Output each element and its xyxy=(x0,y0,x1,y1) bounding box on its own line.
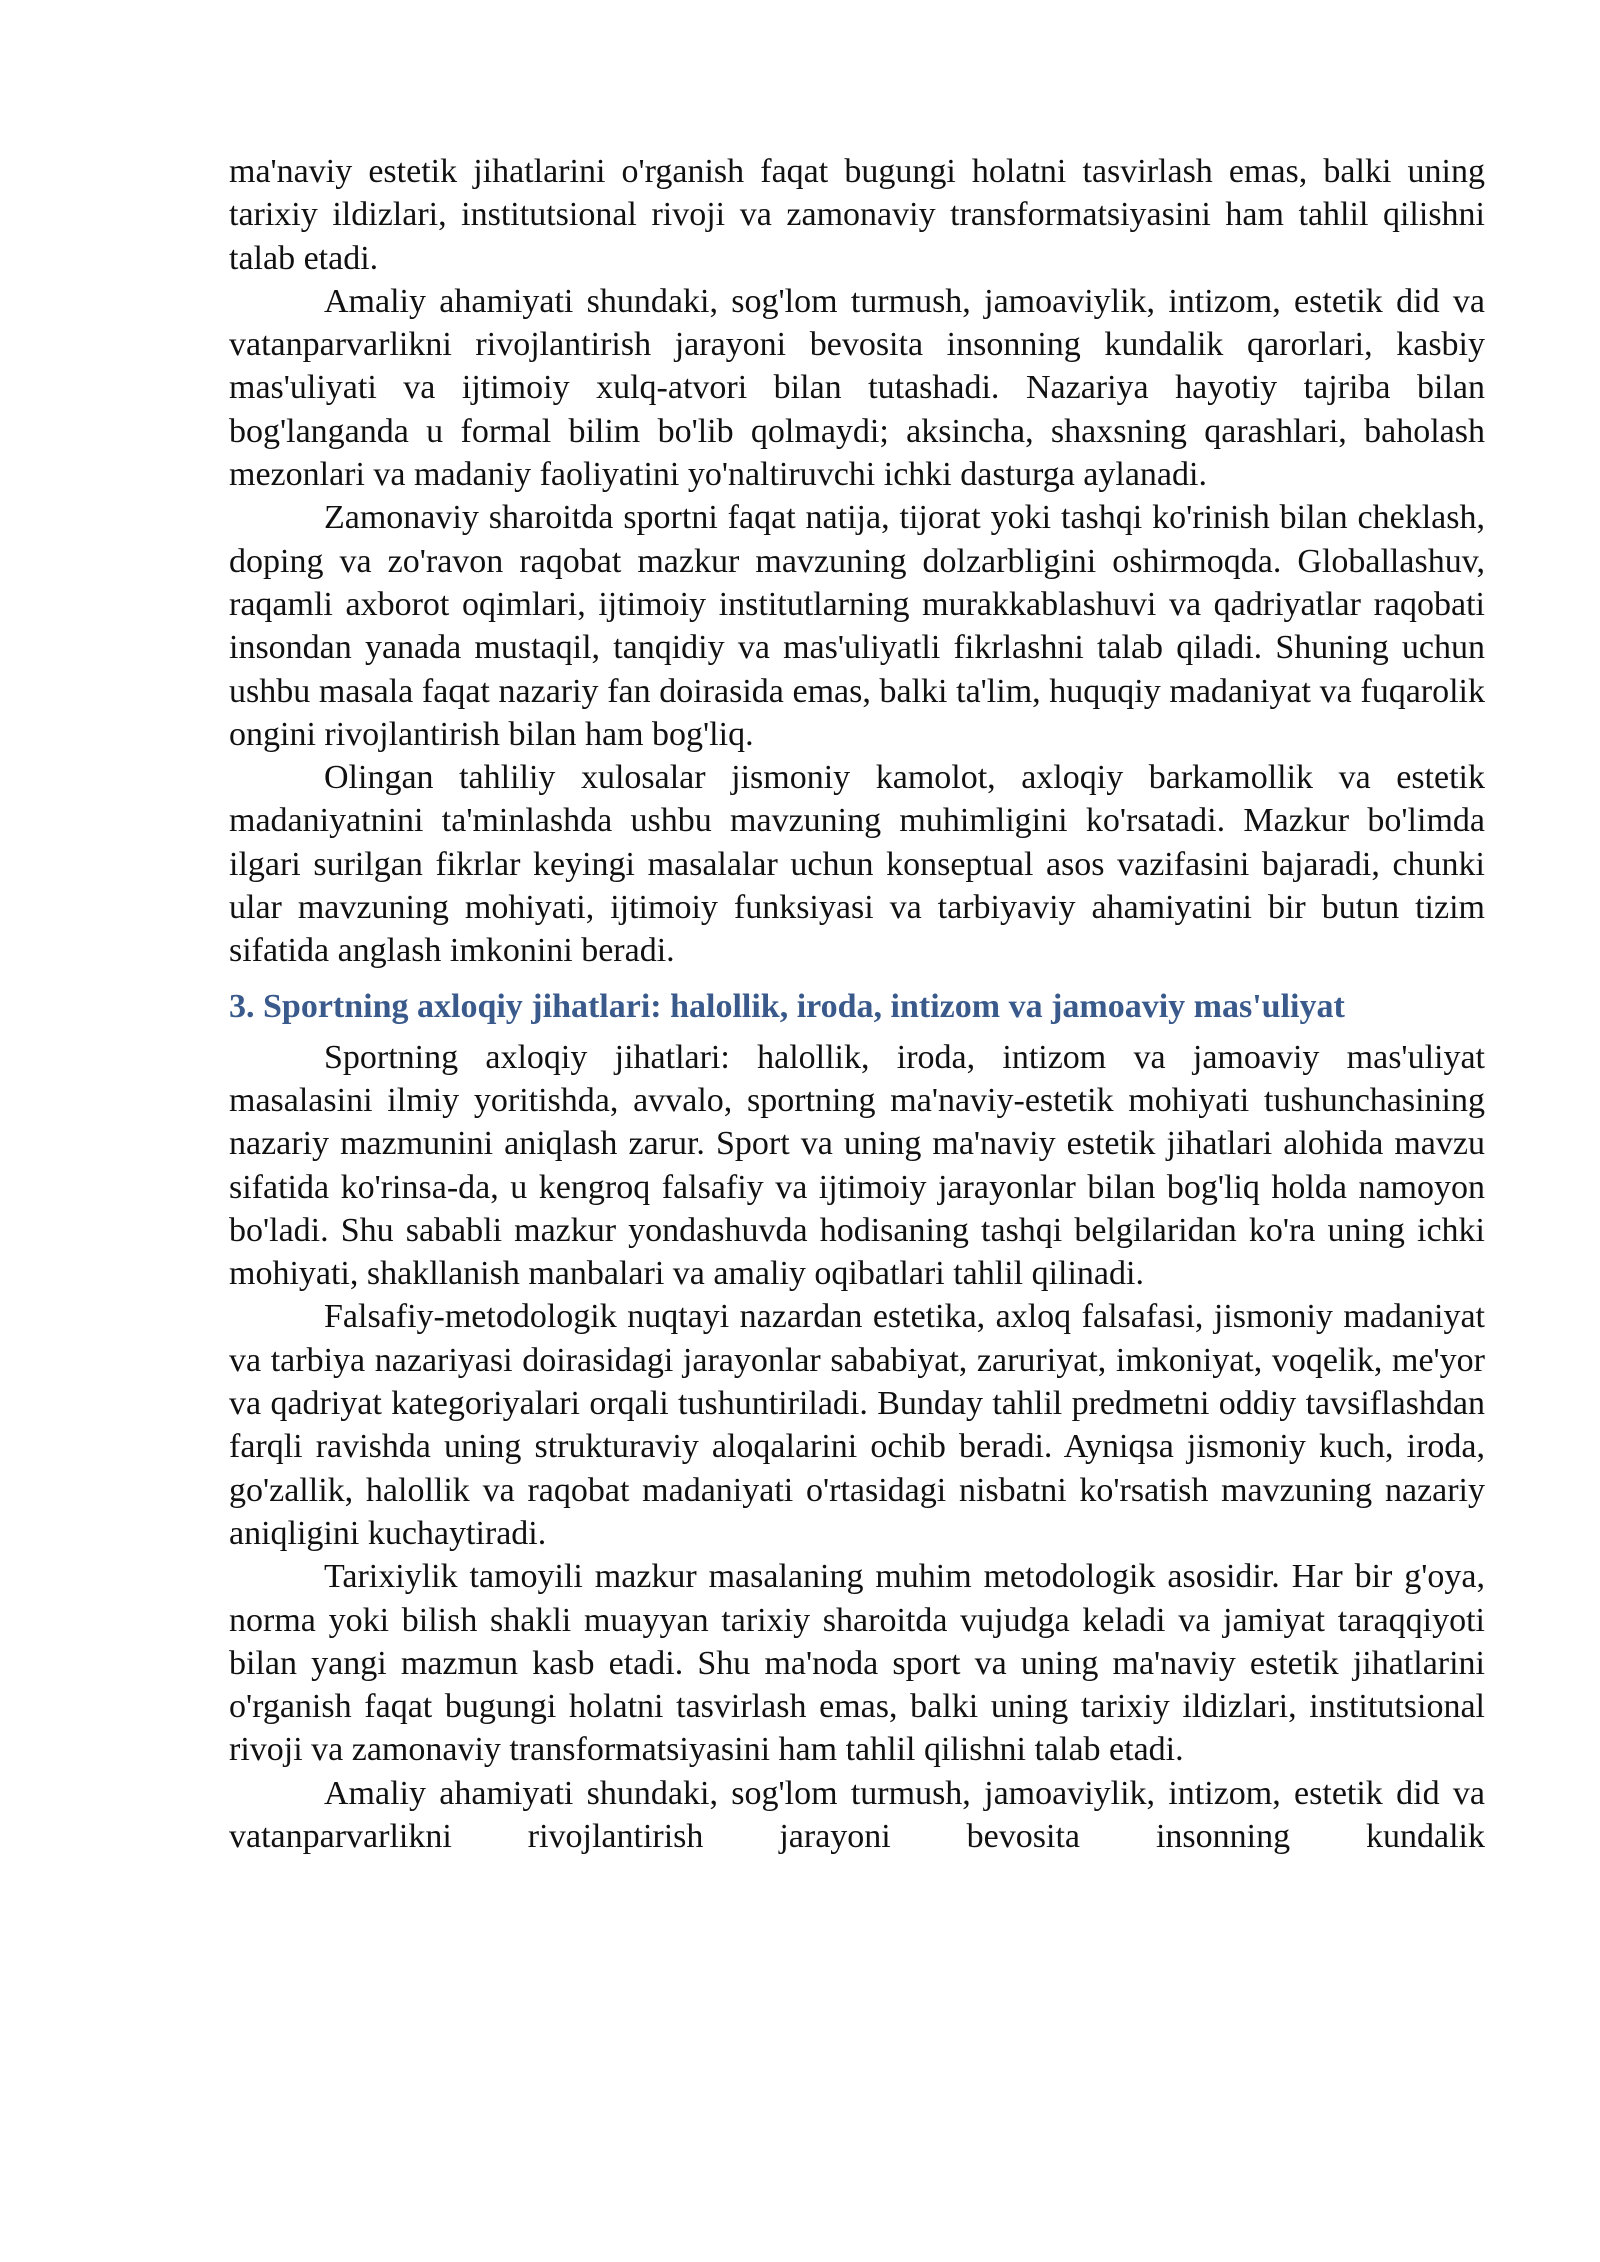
section-heading: 3. Sportning axloqiy jihatlari: halollik, iroda, intizom va jamoaviy mas'uliyat xyxy=(229,987,1345,1025)
paragraph-historicity-principle: Tarixiylik tamoyili mazkur masalaning muhim metodologik asosidir. Har bir g'oya, norma yoki bilish shakli muayyan tarixiy sharoitda vujudga keladi va jamiyat taraqqiyoti bilan yangi mazmun kasb etadi. Shu ma'noda sport va uning ma'naviy estetik jihatlarini o'rganish faqat bugungi holatni tasvirlash emas, balki uning tarixiy ildizlari, institutsional rivoji va zamonaviy transformatsiyasini ham tahlil qilishni talab etadi. xyxy=(229,1558,1485,1769)
paragraph-moral-aspects: Sportning axloqiy jihatlari: halollik, iroda, intizom va jamoaviy mas'uliyat masalasini ilmiy yoritishda, avvalo, sportning ma'naviy-estetik mohiyati tushunchasining nazariy mazmunini aniqlash zarur. Sport va uning ma'naviy estetik jihatlari alohida mavzu sifatida ko'rinsa-da, u kengroq falsafiy va ijtimoiy jarayonlar bilan bog'liq holda namoyon bo'ladi. Shu sababli mazkur yondashuvda hodisaning tashqi belgilaridan ko'ra uning ichki mohiyati, shakllanish manbalari va amaliy oqibatlari tahlil qilinadi. xyxy=(229,1038,1485,1293)
paragraph-philosophical-methodology: Falsafiy-metodologik nuqtayi nazardan estetika, axloq falsafasi, jismoniy madaniyat va tarbiya nazariyasi doirasidagi jarayonlar sababiyat, zaruriyat, imkoniyat, voqelik, me'yor va qadriyat kategoriyalari orqali tushuntiriladi. Bunday tahlil predmetni oddiy tavsiflashdan farqli ravishda uning strukturaviy aloqalarini ochib beradi. Ayniqsa jismoniy kuch, iroda, go'zallik, halollik va raqobat madaniyati o'rtasidagi nisbatni ko'rsatish mavzuning nazariy aniqligini kuchaytiradi. xyxy=(229,1298,1485,1552)
paragraph-practical-significance: Amaliy ahamiyati shundaki, sog'lom turmush, jamoaviylik, intizom, estetik did va vatanparvarlikni rivojlantirish jarayoni bevosita insonning kundalik qarorlari, kasbiy mas'uliyati va ijtimoiy xulq-atvori bilan tutashadi. Nazariya hayotiy tajriba bilan bog'langanda u formal bilim bo'lib qolmaydi; aksincha, shaxsning qarashlari, baholash mezonlari va madaniy faoliyatini yo'naltiruvchi ichki dasturga aylanadi. xyxy=(229,282,1485,494)
paragraph-modern-conditions: Zamonaviy sharoitda sportni faqat natija, tijorat yoki tashqi ko'rinish bilan cheklash, doping va zo'ravon raqobat mazkur mavzuning dolzarbligini oshirmoqda. Globallashuv, raqamli axborot oqimlari, ijtimoiy institutlarning murakkablashuvi va qadriyatlar raqobati insondan yanada mustaqil, tanqidiy va mas'uliyatli fikrlashni talab qiladi. Shuning uchun ushbu masala faqat nazariy fan doirasida emas, balki ta'lim, huquqiy madaniyat va fuqarolik ongini rivojlantirish bilan ham bog'liq. xyxy=(229,499,1485,753)
paragraph-practical-significance-repeat: Amaliy ahamiyati shundaki, sog'lom turmush, jamoaviylik, intizom, estetik did va vatanparvarlikni rivojlantirish jarayoni bevosita insonning kundalik xyxy=(229,1774,1485,1855)
paragraph-continued: ma'naviy estetik jihatlarini o'rganish faqat bugungi holatni tasvirlash emas, balki uning tarixiy ildizlari, institutsional rivoji va zamonaviy transformatsiyasini ham tahlil qilishni talab etadi. xyxy=(229,153,1485,277)
document-page xyxy=(229,150,1485,1858)
paragraph-analytical-conclusions: Olingan tahliliy xulosalar jismoniy kamolot, axloqiy barkamollik va estetik madaniyatnini ta'minlashda ushbu mavzuning muhimligini ko'rsatadi. Mazkur bo'limda ilgari surilgan fikrlar keyingi masalalar uchun konseptual asos vazifasini bajaradi, chunki ular mavzuning mohiyati, ijtimoiy funksiyasi va tarbiyaviy ahamiyatini bir butun tizim sifatida anglash imkonini beradi. xyxy=(229,759,1485,970)
